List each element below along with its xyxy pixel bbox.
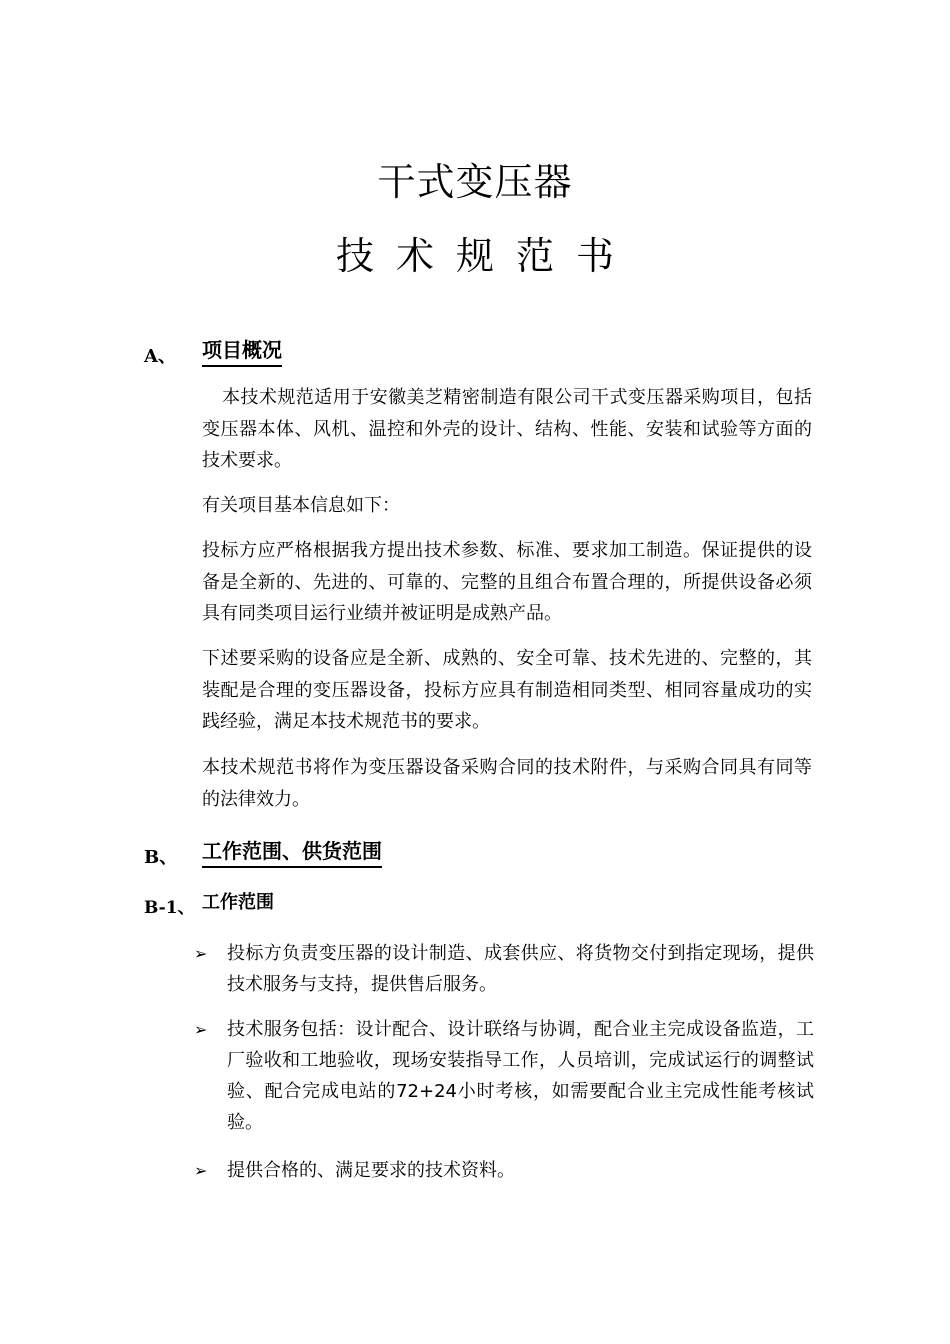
arrow-bullet-icon: ➢ <box>194 944 208 963</box>
bullet-item <box>194 1014 814 1138</box>
section-b-heading: 工作范围、供货范围 <box>202 838 382 868</box>
bullet-item <box>194 938 814 1000</box>
bullet-text: 技术服务包括：设计配合、设计联络与协调，配合业主完成设备监造，工厂验收和工地验收，现场安装指导工作，人员培训，完成试运行的调整试验、配合完成电站的72+24小时考核，如需要配合业主完成性能考核试验。 <box>227 1019 814 1133</box>
section-b1-label: B-1、 <box>144 898 195 918</box>
section-a-heading: 项目概况 <box>202 337 282 367</box>
section-a-paragraph: 本技术规范适用于安徽美芝精密制造有限公司干式变压器采购项目，包括变压器本体、风机、温控和外壳的设计、结构、性能、安装和试验等方面的技术要求。 <box>202 387 812 471</box>
section-b-label: B、 <box>144 847 178 868</box>
bullet-item <box>194 1155 814 1186</box>
section-a-paragraph: 本技术规范书将作为变压器设备采购合同的技术附件，与采购合同具有同等的法律效力。 <box>202 757 812 810</box>
section-a-label: A、 <box>144 346 176 367</box>
section-b1-heading: 工作范围 <box>202 892 274 913</box>
section-a-paragraph: 投标方应严格根据我方提出技术参数、标准、要求加工制造。保证提供的设备是全新的、先进的、可靠的、完整的且组合布置合理的，所提供设备必须具有同类项目运行业绩并被证明是成熟产品。 <box>202 540 812 624</box>
section-a-paragraph: 有关项目基本信息如下： <box>202 495 400 516</box>
section-a-paragraph: 下述要采购的设备应是全新、成熟的、安全可靠、技术先进的、完整的，其装配是合理的变压器设备，投标方应具有制造相同类型、相同容量成功的实践经验，满足本技术规范书的要求。 <box>202 648 812 732</box>
bullet-text: 提供合格的、满足要求的技术资料。 <box>227 1160 515 1181</box>
arrow-bullet-icon: ➢ <box>194 1020 208 1039</box>
document-title: 干式变压器 <box>377 160 573 204</box>
arrow-bullet-icon: ➢ <box>194 1161 208 1180</box>
bullet-text: 投标方负责变压器的设计制造、成套供应、将货物交付到指定现场，提供技术服务与支持，提供售后服务。 <box>227 943 814 995</box>
document-subtitle: 技术规范书 <box>335 234 636 278</box>
